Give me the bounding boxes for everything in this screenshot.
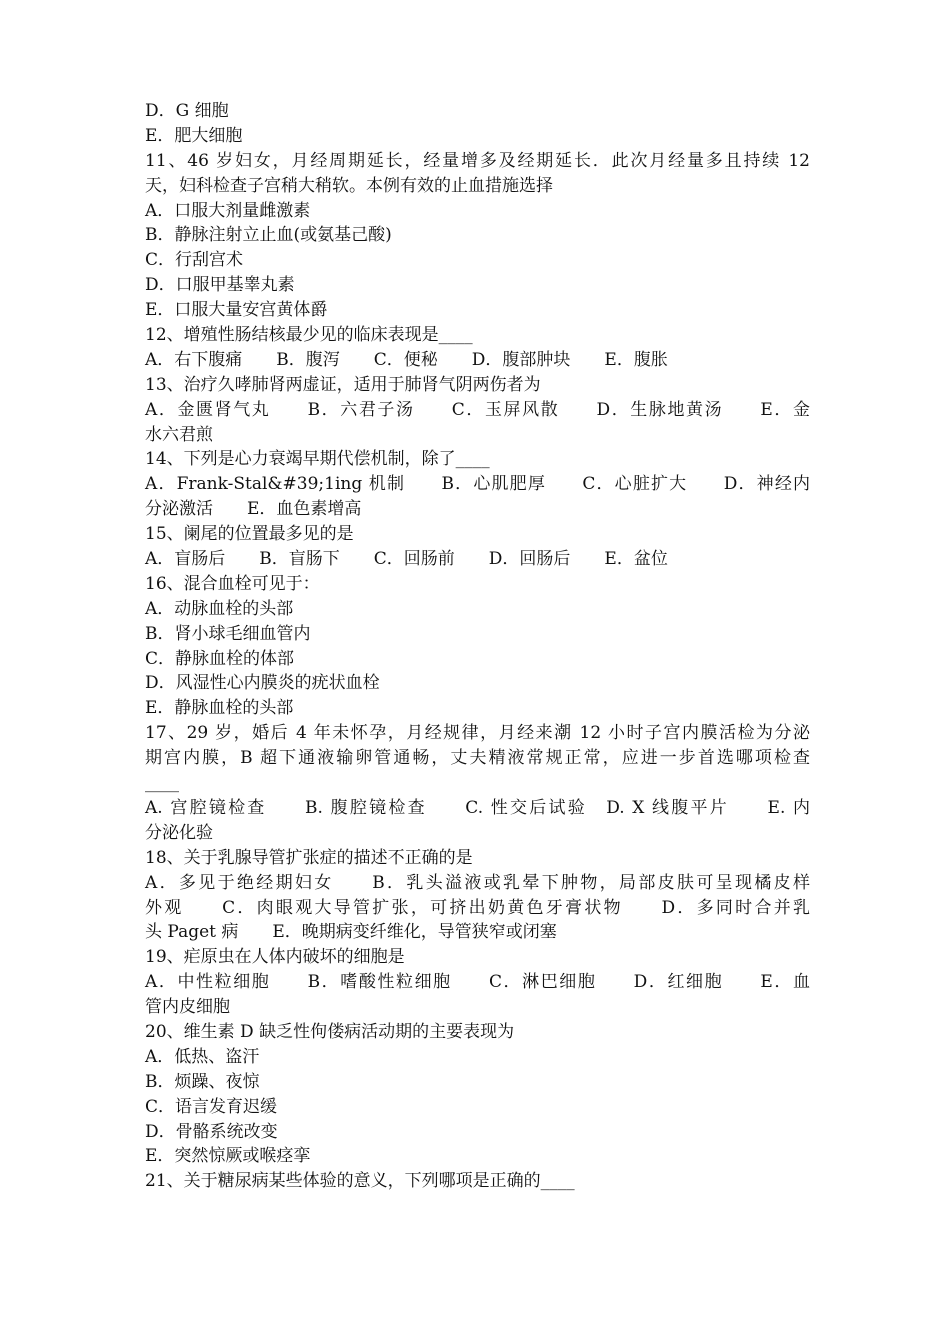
question-line: 20、维生素 D 缺乏性佝偻病活动期的主要表现为 (145, 1021, 515, 1042)
question-line: 16、混合血栓可见于： (145, 573, 320, 594)
option-line: E．肥大细胞 (145, 125, 243, 146)
option-line: A．金匮肾气丸 B．六君子汤 C．玉屏风散 D．生脉地黄汤 E．金 (145, 399, 810, 420)
option-line: C．语言发育迟缓 (145, 1096, 278, 1117)
question-line: 21、关于糖尿病某些体验的意义，下列哪项是正确的____ (145, 1171, 575, 1192)
question-line: 12、增殖性肠结核最少见的临床表现是____ (145, 325, 473, 346)
option-line: E．口服大量安宫黄体爵 (145, 300, 328, 321)
question-line: ____ (145, 773, 179, 794)
question-line: 期宫内膜，B 超下通液输卵管通畅，丈夫精液常规正常，应进一步首选哪项检查 (145, 748, 810, 769)
option-line: D．口服甲基睾丸素 (145, 275, 295, 296)
option-line: A．Frank-Stal&#39;1ing 机制 B．心肌肥厚 C．心脏扩大 D．神经内 (145, 474, 810, 495)
option-line: A．动脉血栓的头部 (145, 598, 294, 619)
option-line: A．多见于绝经期妇女 B．乳头溢液或乳晕下肿物，局部皮肤可呈现橘皮样 (145, 872, 810, 893)
option-line: 外观 C．肉眼观大导管扩张，可挤出奶黄色牙膏状物 D．多同时合并乳 (145, 897, 810, 918)
question-line: 15、阑尾的位置最多见的是 (145, 524, 354, 545)
option-line: E．突然惊厥或喉痉挛 (145, 1146, 311, 1167)
option-line: B．烦躁、夜惊 (145, 1071, 260, 1092)
option-line: A．中性粒细胞 B．嗜酸性粒细胞 C．淋巴细胞 D．红细胞 E．血 (145, 972, 810, 993)
option-line: D．G 细胞 (145, 101, 229, 121)
question-line: 19、疟原虫在人体内破坏的细胞是 (145, 947, 405, 968)
option-line: B．肾小球毛细血管内 (145, 623, 311, 644)
option-line: A．右下腹痛 B．腹泻 C．便秘 D．腹部肿块 E．腹胀 (145, 349, 668, 370)
question-line: 13、治疗久哮肺肾两虚证，适用于肺肾气阴两伤者为 (145, 374, 541, 395)
question-line: 天，妇科检查子宫稍大稍软。本例有效的止血措施选择 (145, 175, 553, 196)
question-line: 18、关于乳腺导管扩张症的描述不正确的是 (145, 847, 473, 868)
option-line: D．骨骼系统改变 (145, 1121, 278, 1142)
option-line: A．低热、盗汗 (145, 1046, 260, 1067)
option-line: A. 宫腔镜检查 B. 腹腔镜检查 C. 性交后试验 D. X 线腹平片 E. 内 (145, 797, 810, 818)
option-line: C．静脉血栓的体部 (145, 648, 295, 669)
option-line: C．行刮宫术 (145, 250, 244, 271)
question-line: 14、下列是心力衰竭早期代偿机制，除了____ (145, 449, 490, 470)
question-line: 17、29 岁，婚后 4 年未怀孕，月经规律，月经来潮 12 小时子宫内膜活检为分泌 (145, 723, 810, 744)
option-line: 分泌激活 E．血色素增高 (145, 499, 362, 520)
option-line: A．口服大剂量雌激素 (145, 200, 311, 221)
option-line: D．风湿性心内膜炎的疣状血栓 (145, 673, 380, 694)
question-line: 11、46 岁妇女，月经周期延长，经量增多及经期延长．此次月经量多且持续 12 (145, 150, 810, 171)
option-line: 分泌化验 (145, 822, 213, 843)
option-line: E．静脉血栓的头部 (145, 698, 294, 719)
option-line: 头 Paget 病 E．晚期病变纤维化，导管狭窄或闭塞 (145, 922, 557, 943)
option-line: 管内皮细胞 (145, 997, 230, 1018)
document-body (145, 99, 810, 1194)
option-line: B．静脉注射立止血(或氨基己酸) (145, 225, 392, 246)
option-line: 水六君煎 (145, 424, 213, 445)
option-line: A．盲肠后 B．盲肠下 C．回肠前 D．回肠后 E．盆位 (145, 549, 668, 570)
